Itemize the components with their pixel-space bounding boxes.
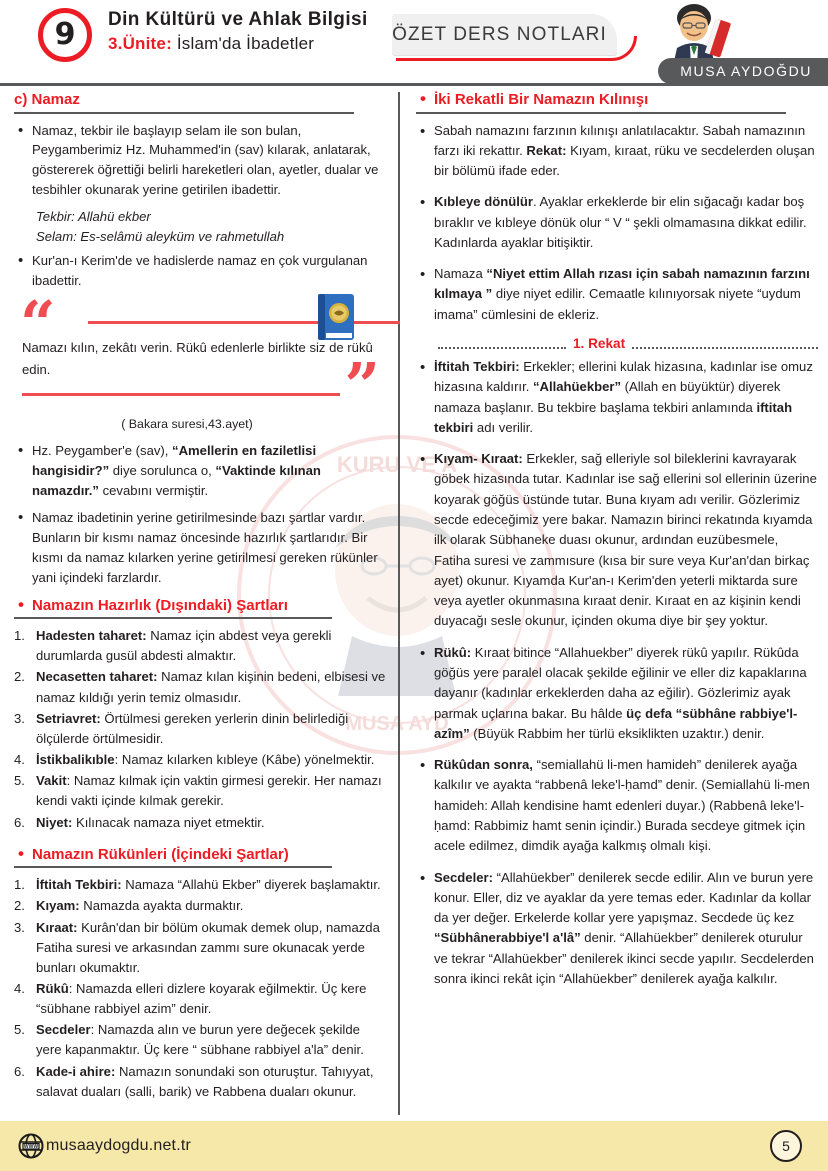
term-label: Kıyam: <box>36 898 80 914</box>
list-item <box>14 875 386 895</box>
header-divider <box>0 83 828 86</box>
author-name-tag <box>658 58 828 84</box>
list-item <box>14 979 386 1019</box>
list-item <box>416 449 818 632</box>
term-description: : Namaz kılarken kıbleye (Kâbe) yönelmektir. <box>114 752 375 768</box>
quran-quote-block <box>14 287 386 423</box>
list-item <box>14 441 386 501</box>
svg-text:WWW: WWW <box>23 1144 39 1150</box>
unit-name: İslam'da İbadetler <box>171 33 315 53</box>
list-item: • Namaz, tekbir ile başlayıp selam ile son bulan, Peygamberimiz Hz. Muhammed'in (sav) kılarak, anlatarak, göstererek öğrettiği belirli hareketleri olan, ayetler, dualar ve tesbihler okunarak yerine getirilen ibadettir. <box>14 121 386 201</box>
body-text: Erkekler, sağ elleriyle sol bileklerini kavrayarak göbek hizasında tutar. Kadınlar ise sağ ellerini sol ellerinin üzerine koyarak göğüs üstünde tutar. Buna kıyam adı verilir. Gözlerimiz secde edeceğimiz yere bakar. Namazın birinci rekatında kıyamda ilk olarak Sübhaneke duası okunur, ardından euzübesmele, Fatiha suresi ve zammısure (kısa bir sure veya Kur'an'dan birkaç ayet) okunur. Kıyamda Kur'an-ı Kerim'den yeterli miktarda sure veya ayetler okunmasına kıraat denir. Kıraat en az kişinin kendi duyacağı sesle okunur, içinden okuma diye bir şey yoktur. <box>434 451 817 629</box>
body-text: denir. “Allahüekber” denilerek oturulur ve tekrar “Allahüekber” denilerek ikinci secde yapılır. Secdelerden sonra ikinci rekât için “Allahüekber” denilerek ayağa kalkılır. <box>434 930 814 986</box>
list-item <box>14 771 386 811</box>
term-description: Namazın sonundaki son oturuştur. Tahıyyat, salavat duaları (salli, barik) ve Rabbena duaları okunur. <box>36 1063 374 1099</box>
emphasis-text: “Sübhânerabbiye'l a'lâ” <box>434 930 581 946</box>
unit-subtitle <box>108 33 368 56</box>
body-text: (Büyük Rabbim her türlü eksiklikten uzaktır.) denir. <box>469 725 765 741</box>
quote-text: Namazı kılın, zekâtı verin. Rükû edenlerle birlikte siz de rükû edin. <box>22 340 373 377</box>
list-item <box>14 918 386 978</box>
body-text: Kıyam, kıraat, rüku ve secdelerden oluşan bir bölümü ifade eder. <box>434 142 815 179</box>
emphasis-text: iftitah tekbiri <box>434 399 793 435</box>
list-item <box>14 1062 386 1102</box>
section-title-prep: • Namazın Hazırlık (Dışındaki) Şartları <box>14 596 386 616</box>
right-column <box>400 90 828 1119</box>
list-item <box>416 868 818 990</box>
list-item <box>416 121 818 182</box>
lesson-notes-ribbon <box>392 14 617 56</box>
term-label: Setriavret: <box>36 710 101 726</box>
body-text: Sabah namazını farzının kılınışı anlatılacaktır. Sabah namazının farzı iki rekattır. <box>434 122 806 158</box>
definition-selam: Selam: Es-selâmü aleyküm ve rahmetullah <box>36 229 285 245</box>
term-description: Örtülmesi gereken yerlerin dinin belirlediği ölçülerde örtülmesidir. <box>36 710 349 746</box>
unit-prefix: 3.Ünite: <box>108 33 172 53</box>
namaz-hadith-bullets <box>14 441 386 587</box>
term-label: Hadesten taharet: <box>36 628 147 644</box>
emphasis-text: “Vaktinde kılınan namazdır.” <box>32 463 321 499</box>
section-title-namaz: c) Namaz <box>14 91 80 108</box>
definition-tekbir: Tekbir: Allahü ekber <box>36 209 151 225</box>
term-description: : Namazda alın ve burun yere değecek şekilde yere kapanmaktır. Üç kere “ sübhane rabbiyel a'la” denir. <box>36 1022 364 1058</box>
page-number-text: 5 <box>782 1138 790 1154</box>
list-item <box>14 667 386 707</box>
emphasis-text: İftitah Tekbiri: <box>434 359 520 375</box>
term-description: Namazda ayakta durmaktır. <box>79 898 244 914</box>
list-item <box>416 357 818 438</box>
emphasis-text: Kıyam- Kıraat: <box>434 451 523 467</box>
body-text: “Allahüekber” denilerek secde edilir. Alın ve burun yere konur. Eller, diz ve ayaklar da yere temas eder. Kadınlar da kollar da yer değer. Erkelerde kollar yere yapışmaz. Secdede üç kez <box>434 869 814 926</box>
body-text: . Ayaklar erkeklerde bir elin sığacağı kadar boş bıraklır ve kıbleye dönük olur “ V “ şekli olmamasına dikkat edilir. Kadınlarda ayaklar bitişiktir. <box>434 194 807 250</box>
term-label: Kıraat: <box>36 919 78 935</box>
term-description: Namaz için abdest veya gerekli durumlarda gusül abdesti almaktır. <box>36 628 332 664</box>
list-item <box>14 896 386 916</box>
quote-bottom-line <box>22 393 340 396</box>
unit-number-badge <box>38 8 92 62</box>
term-description: Namaza “Allahü Ekber” diyerek başlamaktır. <box>121 877 381 893</box>
emphasis-text: “Allahüekber” <box>532 379 622 395</box>
term-description: Kurân'dan bir bölüm okumak demek olup, namazda Fatiha suresi ve arkasından zammı sure okunacak yerde bunları okumaktır. <box>36 919 380 975</box>
author-name-text: MUSA AYDOĞDU <box>680 63 812 79</box>
body-text: Erkekler; ellerini kulak hizasına, kadınlar ise omuz hizasına kaldırır. <box>434 359 813 395</box>
svg-text:MUSA AYD: MUSA AYD <box>345 713 449 735</box>
emphasis-text: “Amellerin en faziletlisi hangisidir?” <box>32 443 317 479</box>
left-column <box>0 90 398 1119</box>
emphasis-text: Rükû: <box>434 644 472 660</box>
list-item <box>14 750 386 770</box>
term-label: İstikbalikıble <box>36 752 115 768</box>
quote-close-mark: ” <box>344 349 380 423</box>
rekat-dots-left <box>438 338 566 349</box>
emphasis-text: üç defa <box>626 705 672 721</box>
body-text: Namaza <box>434 266 487 282</box>
namaz-intro-bullets <box>14 121 386 201</box>
list-item: • Kur'an-ı Kerim'de ve hadislerde namaz en çok vurgulanan ibadettir. <box>14 251 386 291</box>
rekat-dots-right <box>632 338 818 349</box>
quote-open-mark: “ <box>20 287 56 361</box>
emphasis-text: “sübhâne rabbiye'l-azîm” <box>434 705 798 741</box>
emphasis-text: “Niyet ettim Allah rızası için sabah namazının farzını kılmaya ” <box>434 266 810 302</box>
term-label: Vakit <box>36 773 67 789</box>
rekat-label: 1. Rekat <box>573 336 626 352</box>
list-item <box>416 192 818 253</box>
body-text: diye sorulunca o, <box>109 463 216 479</box>
body-text: Hz. Peygamber'e (sav), <box>32 443 173 459</box>
body-text: cevabını vermiştir. <box>98 483 209 499</box>
section-rule <box>14 112 354 114</box>
body-text: diye niyet edilir. Cemaatle kılınıyorsak niyete “uydum imama” cümlesini de ekleriz. <box>434 286 801 322</box>
list-item <box>14 813 386 833</box>
body-text: Kıraat bitince “Allahuekber” diyerek rükû yapılır. Rükûda göğüs yere paralel olacak şekilde eğilinir ve eller diz kapaklarına dayanır (kadınlar erkeklerden daha az eğilir). Gözlerimiz ayak parmak uçlarına bakar. Bu hâlde <box>434 644 807 721</box>
rekat-steps-list <box>416 357 818 989</box>
emphasis-text: Secdeler: <box>434 869 493 885</box>
term-label: Rükû <box>36 980 69 996</box>
page-content <box>0 90 828 1119</box>
section-rule-rukun <box>14 866 332 868</box>
rukun-conditions-list <box>14 875 386 1102</box>
emphasis-text: Rükûdan sonra, <box>434 757 533 773</box>
prep-conditions-list <box>14 626 386 833</box>
section-title-rukun: • Namazın Rükünleri (İçindeki Şartlar) <box>14 845 386 865</box>
body-text: “semiallahü li-men hamideh” denilerek ayağa kalkılır ve ayakta “rabbenâ leke'l-ḥamd” denir. (Semiallahü li-men hamideh: Allah kendisine hamt edenleri duyar.) (Rabbenâ leke'l-ḥamd: Rabbimiz hamt senin içindir.) Burada secdeye gitmek için acele edilmez, dimdik ayağa kalkmış olmalı kişi. <box>434 757 810 854</box>
course-title: Din Kültürü ve Ahlak Bilgisi <box>108 9 368 30</box>
section-title-iki-rekat: • İki Rekatli Bir Namazın Kılınışı <box>416 90 818 110</box>
term-description: Namaz kılan kişinin bedeni, elbisesi ve namaz kıldığı yerin temiz olmasıdır. <box>36 669 386 705</box>
list-item <box>14 1020 386 1060</box>
ribbon-label: ÖZET DERS NOTLARI <box>392 24 607 45</box>
term-description: Kılınacak namaza niyet etmektir. <box>72 814 265 830</box>
term-label: Necasetten taharet: <box>36 669 158 685</box>
body-text: adı verilir. <box>473 419 533 435</box>
unit-number-text: 9 <box>54 17 76 52</box>
ribbon-red-swoosh <box>396 36 637 61</box>
quote-source: ( Bakara suresi,43.ayet) <box>121 417 253 432</box>
section-rule-right <box>416 112 786 114</box>
footer-url[interactable]: musaaydogdu.net.tr <box>46 1137 192 1154</box>
page-header <box>0 0 828 84</box>
term-label: Niyet: <box>36 814 73 830</box>
list-item <box>14 709 386 749</box>
term-label: İftitah Tekbiri: <box>36 877 122 893</box>
page-footer <box>0 1121 828 1171</box>
body-text: (Allah en büyüktür) diyerek namaza başlanır. Bu tekbire başlama tekbiri anlamında <box>434 379 781 415</box>
body-text: Namaz ibadetinin yerine getirilmesinde bazı şartlar vardır. Bunların bir kısmı namaz öncesinde hazırlık şartlarıdır. Bir kısmı da namaz kılarken yerine getirilmesi gereken rükünler yani içindeki farzlardır. <box>32 510 378 585</box>
list-item <box>416 755 818 856</box>
term-label: Kade-i ahire: <box>36 1063 116 1079</box>
svg-text:KURU VE A: KURU VE A <box>336 452 458 477</box>
emphasis-text: Kıbleye dönülür <box>434 194 533 210</box>
quran-book-icon <box>314 291 358 343</box>
globe-www-icon <box>18 1133 44 1159</box>
section-rule-prep <box>14 617 332 619</box>
list-item <box>14 626 386 666</box>
emphasis-text: Rekat: <box>526 142 567 158</box>
term-description: : Namazda elleri dizlere koyarak eğilmektir. Üç kere “sübhane rabbiyel azim” denir. <box>36 980 367 1017</box>
namaz-intro-bullets-2 <box>14 251 386 291</box>
page-number-badge <box>770 1130 802 1162</box>
list-item <box>416 643 818 744</box>
header-title-block <box>108 8 368 56</box>
list-item <box>14 508 386 588</box>
rekat-divider <box>438 336 818 351</box>
term-label: Secdeler <box>36 1022 91 1038</box>
rekat-intro-list <box>416 121 818 326</box>
term-description: : Namaz kılmak için vaktin girmesi gerekir. Her namazı kendi vakti içinde kılmak gerekir. <box>36 773 382 809</box>
list-item <box>416 264 818 325</box>
